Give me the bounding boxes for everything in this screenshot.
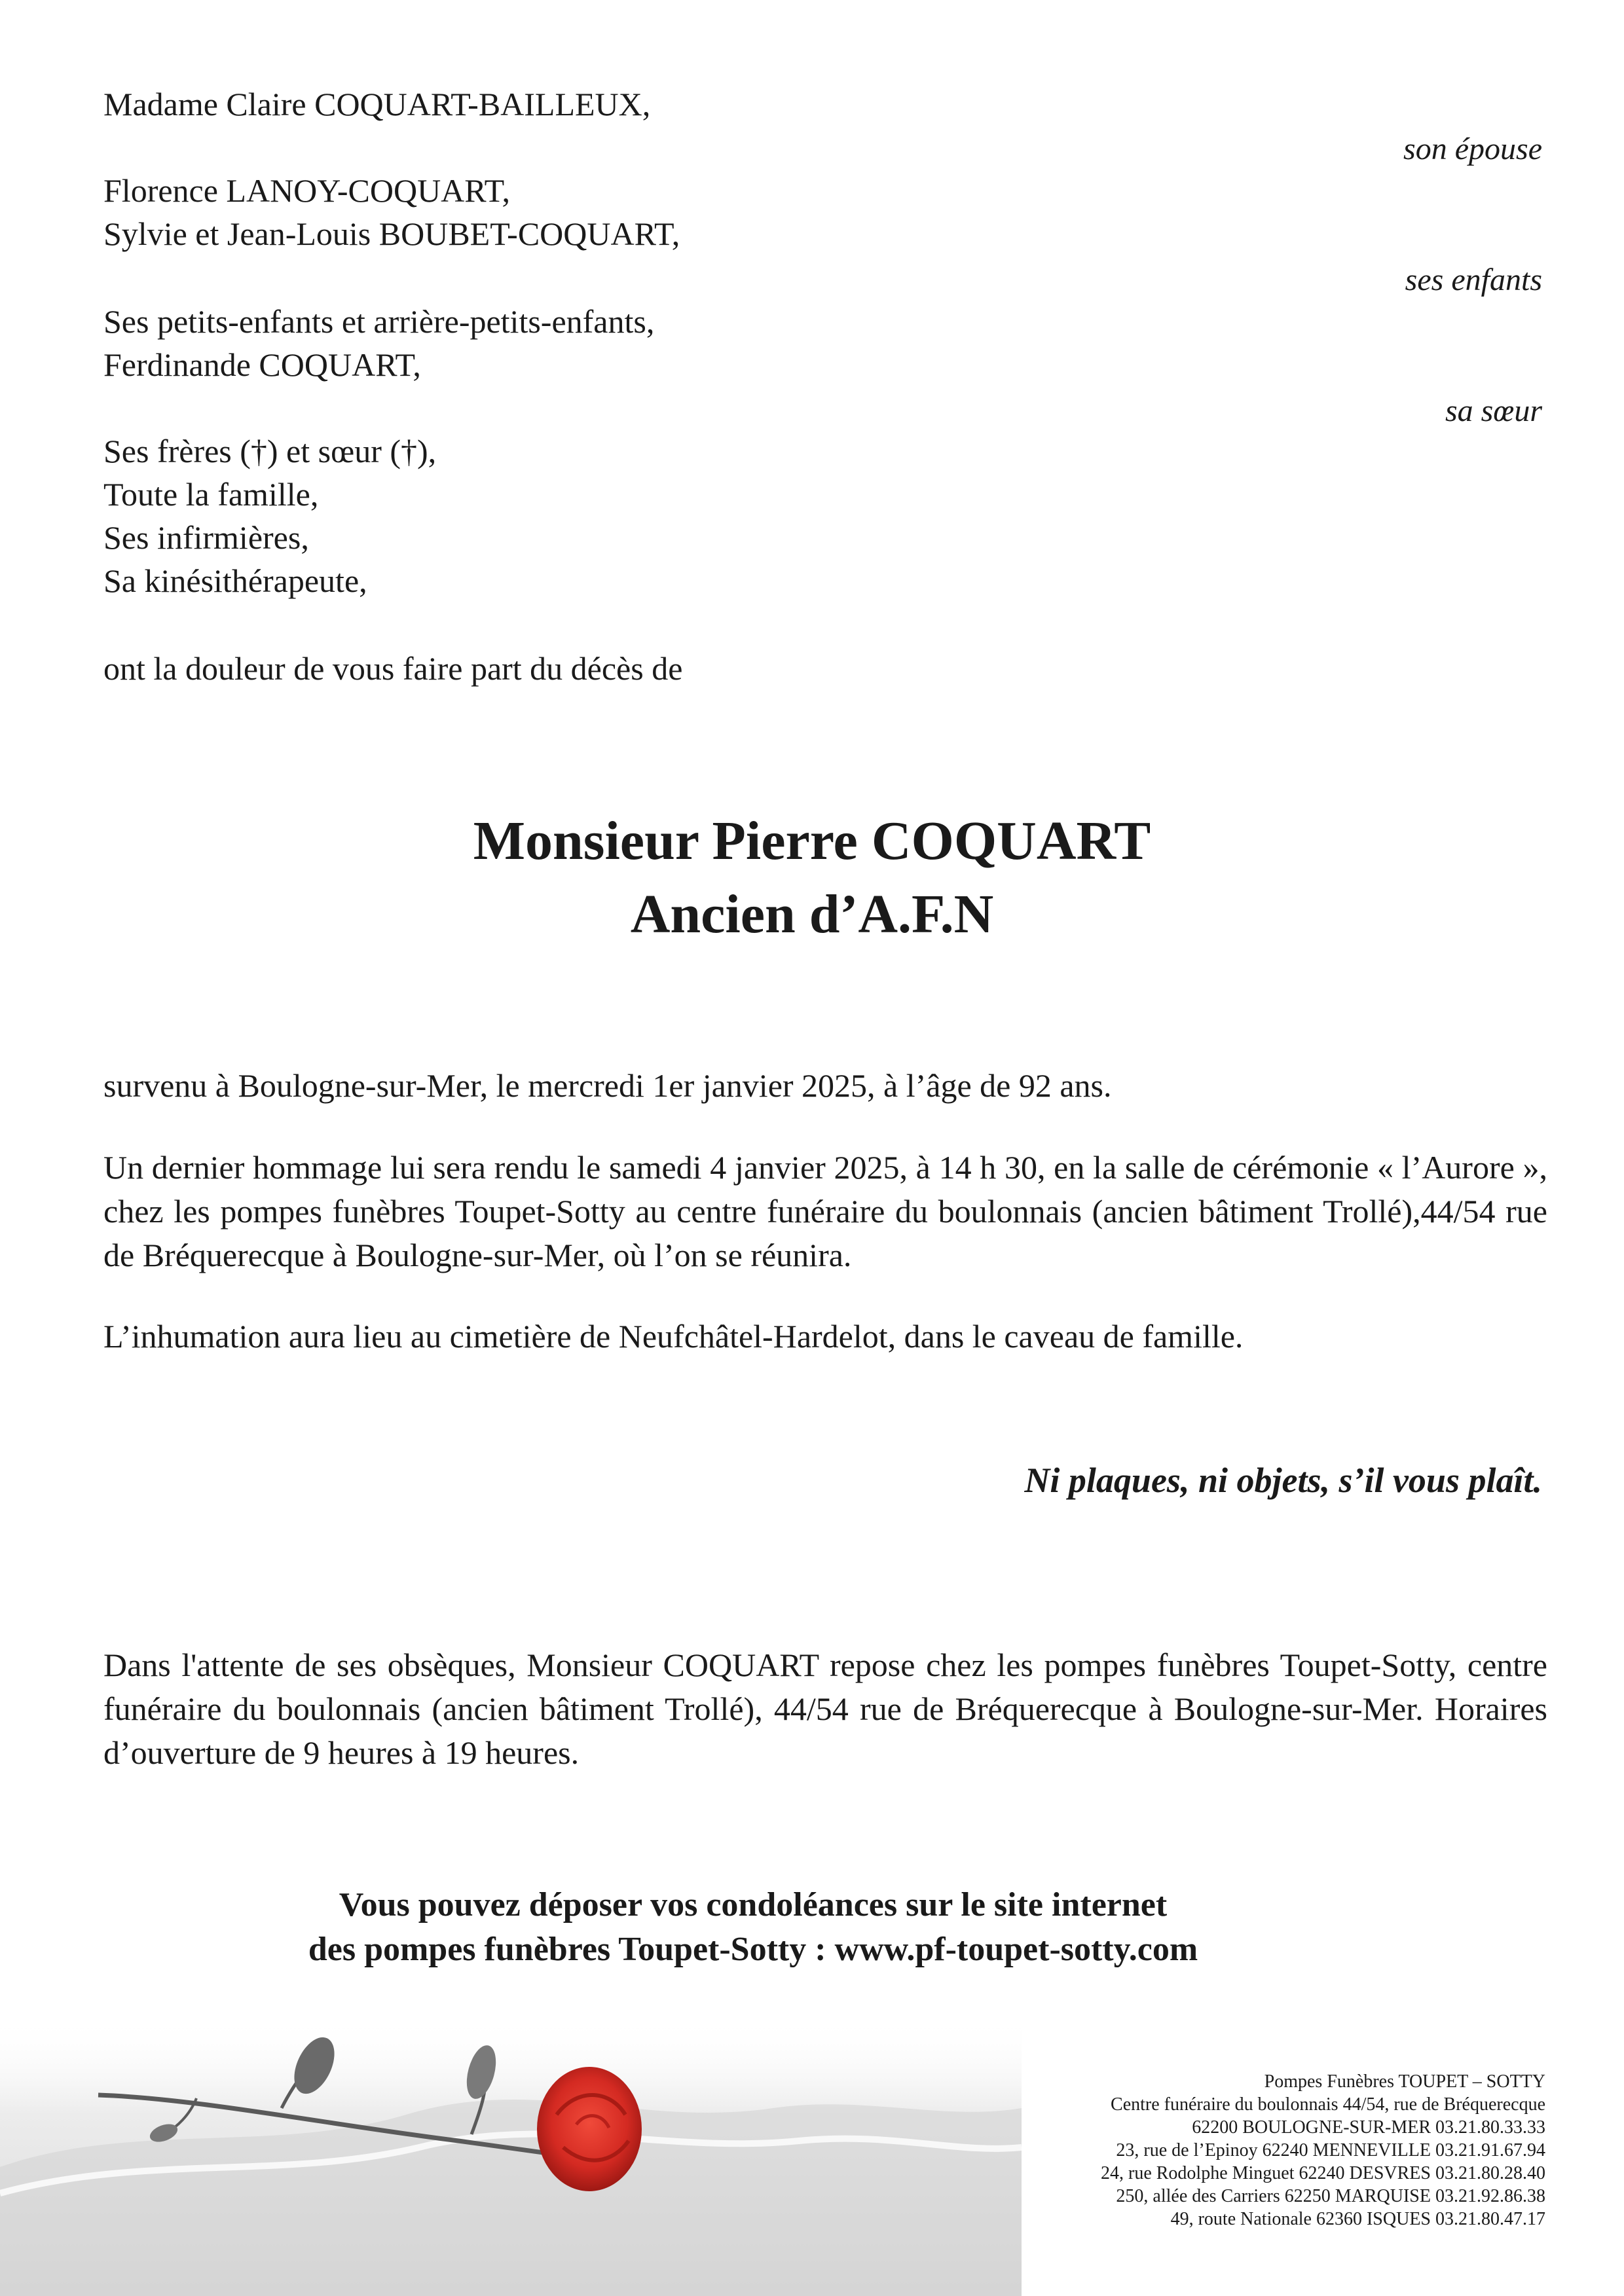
family-sister-role: sa sœur — [1445, 393, 1542, 428]
family-children-role: ses enfants — [1405, 263, 1542, 297]
family-physio: Sa kinésithérapeute, — [103, 562, 367, 599]
tribute-details: Un dernier hommage lui sera rendu le samedi 4 janvier 2025, à 14 h 30, en la salle de cérémonie « l’Aurore », chez les pompes funèbres Toupet-Sotty au centre funéraire du boulonnais (ancien bâtiment Trollé),44/54 rue de Bréquerecque à Boulogne-sur-Mer, où l’on se réunira. — [103, 1149, 1547, 1273]
deceased-name: Monsieur Pierre COQUART — [473, 811, 1151, 871]
family-wife-name: Madame Claire COQUART-BAILLEUX, — [103, 86, 651, 122]
funeral-home-name: Pompes Funèbres TOUPET – SOTTY — [1264, 2071, 1545, 2092]
announcement-text: ont la douleur de vous faire part du décès de — [103, 650, 683, 687]
family-siblings: Ses frères (†) et sœur (†), — [103, 433, 437, 469]
funeral-home-address-line: 62200 BOULOGNE-SUR-MER 03.21.80.33.33 — [1192, 2117, 1545, 2138]
funeral-home-address-line: 49, route Nationale 62360 ISQUES 03.21.80.47.17 — [1170, 2209, 1545, 2229]
burial-details: L’inhumation aura lieu au cimetière de Neufchâtel-Hardelot, dans le caveau de famille. — [103, 1318, 1244, 1355]
funeral-home-address-line: Centre funéraire du boulonnais 44/54, rue de Bréquerecque — [1111, 2094, 1545, 2115]
family-child-2: Sylvie et Jean-Louis BOUBET-COQUART, — [103, 215, 680, 252]
family-sister-name: Ferdinande COQUART, — [103, 346, 421, 383]
funeral-home-address-line: 24, rue Rodolphe Minguet 62240 DESVRES 03.21.80.28.40 — [1101, 2163, 1545, 2183]
condolences-line-2: des pompes funèbres Toupet-Sotty : www.pf-toupet-sotty.com — [308, 1931, 1198, 1968]
rose-on-beach-illustration — [0, 1958, 1022, 2296]
red-rose — [537, 2067, 642, 2191]
death-details: survenu à Boulogne-sur-Mer, le mercredi 1er janvier 2025, à l’âge de 92 ans. — [103, 1067, 1112, 1104]
family-grandchildren: Ses petits-enfants et arrière-petits-enfants, — [103, 303, 655, 340]
family-nurses: Ses infirmières, — [103, 519, 309, 556]
family-all: Toute la famille, — [103, 476, 319, 513]
deceased-title: Ancien d’A.F.N — [630, 884, 994, 945]
condolences-line-1: Vous pouvez déposer vos condoléances sur le site internet — [339, 1886, 1168, 1923]
funeral-home-address-line: 23, rue de l’Epinoy 62240 MENNEVILLE 03.21.91.67.94 — [1116, 2140, 1545, 2160]
no-flowers-request: Ni plaques, ni objets, s’il vous plaît. — [1024, 1461, 1542, 1500]
family-wife-role: son épouse — [1403, 132, 1542, 166]
resting-place-details: Dans l'attente de ses obsèques, Monsieur COQUART repose chez les pompes funèbres Toupet-Sotty, centre funéraire du boulonnais (ancien bâtiment Trollé), 44/54 rue de Bréquerecque à Boulogne-sur-Mer. Horaires d’ouverture de 9 heures à 19 heures. — [103, 1647, 1547, 1771]
funeral-home-address-line: 250, allée des Carriers 62250 MARQUISE 03.21.92.86.38 — [1116, 2186, 1545, 2206]
family-child-1: Florence LANOY-COQUART, — [103, 172, 510, 209]
